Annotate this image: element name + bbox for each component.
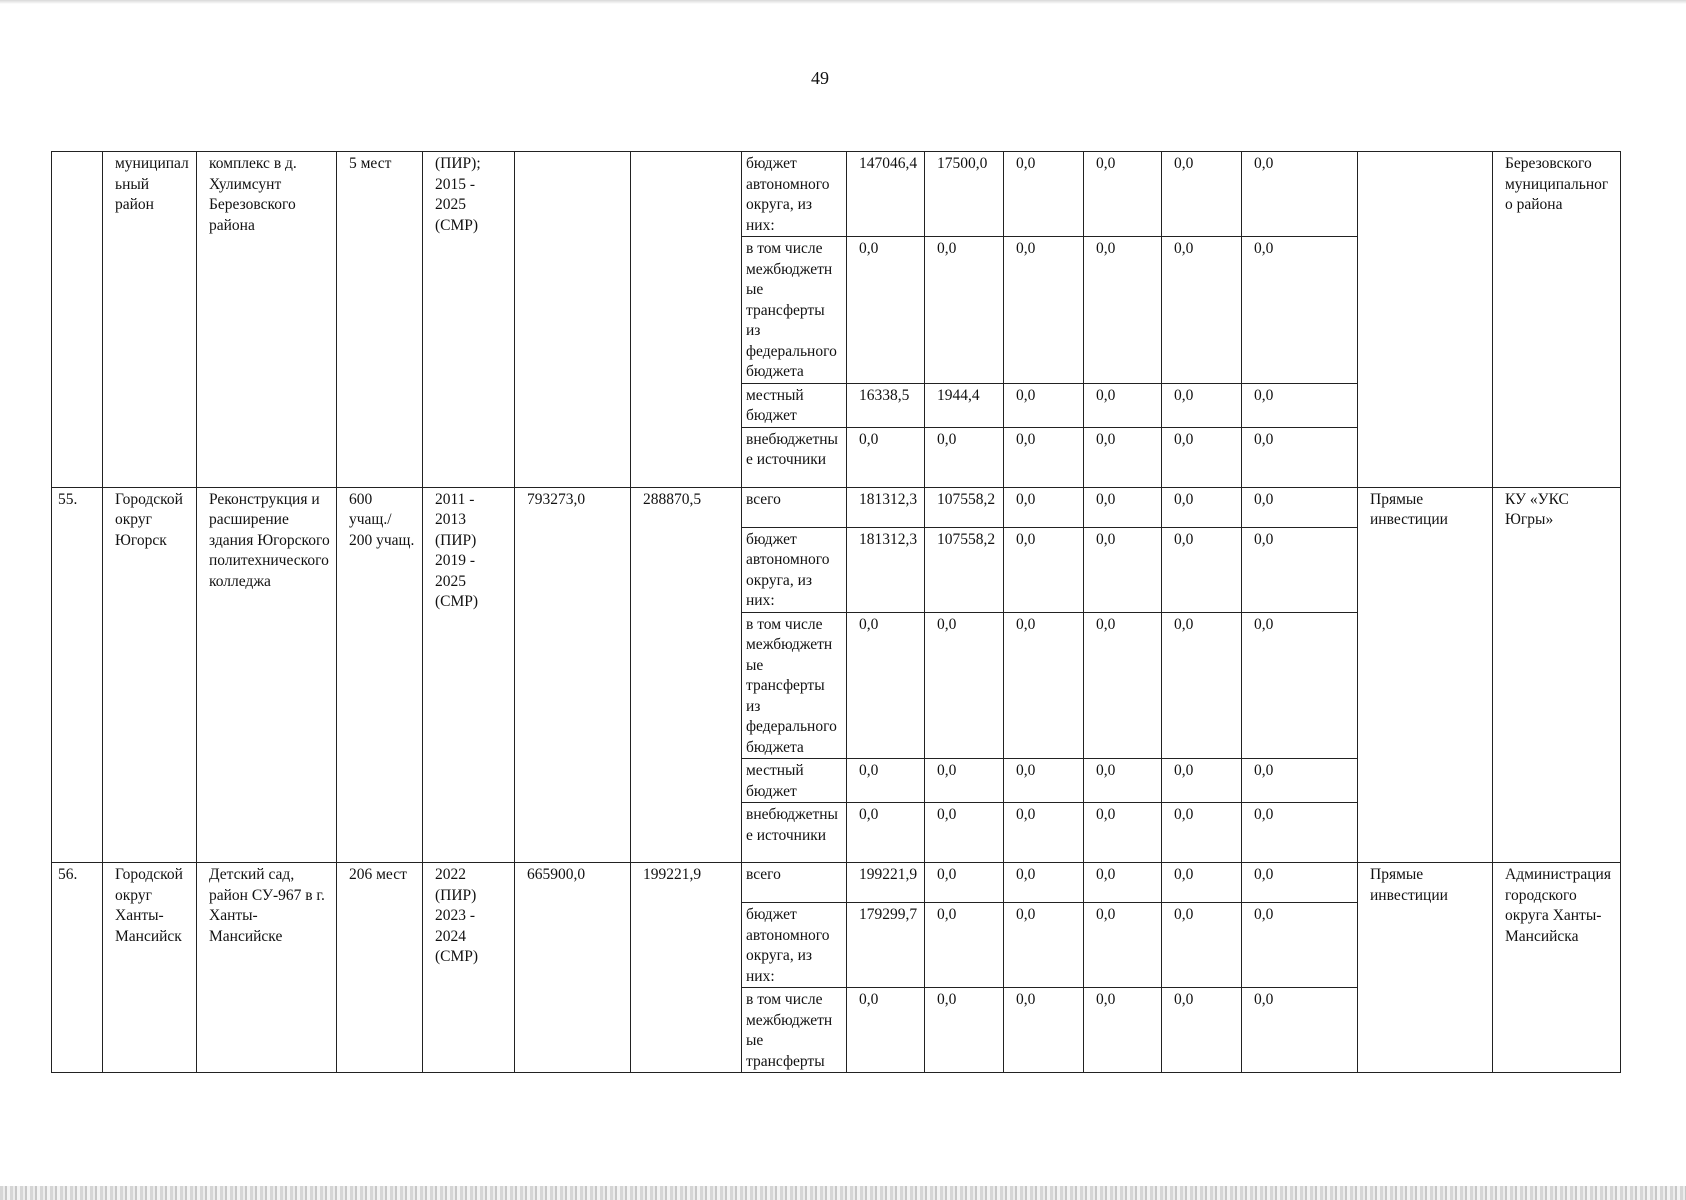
funding-value-cell: 0,0 (1162, 988, 1242, 1073)
funding-value-cell: 0,0 (925, 237, 1004, 384)
funding-value-cell: 0,0 (1004, 612, 1084, 759)
funding-value-cell: 0,0 (1084, 487, 1162, 527)
funding-value-cell: 17500,0 (925, 152, 1004, 237)
funding-value-cell: 0,0 (925, 803, 1004, 863)
funding-value-cell: 181312,3 (847, 527, 925, 612)
funding-value-cell: 0,0 (1162, 383, 1242, 427)
funding-value-cell: 147046,4 (847, 152, 925, 237)
scan-edge-bottom (0, 1186, 1686, 1200)
funding-value-cell: 0,0 (925, 759, 1004, 803)
remaining-cost-cell: 288870,5 (631, 487, 742, 863)
table-row (52, 152, 1621, 237)
funding-value-cell: 0,0 (847, 988, 925, 1073)
funding-value-cell: 0,0 (1162, 237, 1242, 384)
funding-value-cell: 0,0 (1242, 427, 1358, 487)
customer-cell: Администрация городского округа Ханты-Мансийска (1493, 863, 1621, 1073)
funding-value-cell: 0,0 (1084, 527, 1162, 612)
estimated-cost-cell (515, 152, 631, 488)
municipality-cell: Городской округ Югорск (103, 487, 197, 863)
funding-value-cell: 0,0 (1004, 427, 1084, 487)
funding-value-cell: 0,0 (1004, 527, 1084, 612)
investment-mechanism-cell (1358, 152, 1493, 488)
funding-value-cell: 0,0 (925, 903, 1004, 988)
funding-source-cell: в том числе межбюджетные трансферты из федерального бюджета (742, 612, 847, 759)
funding-value-cell: 0,0 (847, 759, 925, 803)
funding-source-cell: в том числе межбюджетные трансферты из федерального бюджета (742, 237, 847, 384)
funding-value-cell: 0,0 (1242, 527, 1358, 612)
funding-value-cell: 0,0 (1084, 863, 1162, 903)
investment-mechanism-cell: Прямые инвестиции (1358, 863, 1493, 1073)
funding-source-cell: всего (742, 487, 847, 527)
funding-value-cell: 0,0 (1084, 903, 1162, 988)
funding-value-cell: 0,0 (1004, 988, 1084, 1073)
customer-cell: Березовского муниципального района (1493, 152, 1621, 488)
funding-value-cell: 0,0 (1162, 427, 1242, 487)
page-number: 49 (811, 68, 829, 88)
funding-value-cell: 0,0 (1162, 487, 1242, 527)
capacity-cell: 600 учащ./ 200 учащ. (337, 487, 423, 863)
funding-value-cell: 0,0 (1004, 487, 1084, 527)
funding-value-cell: 0,0 (925, 863, 1004, 903)
funding-value-cell: 0,0 (1242, 612, 1358, 759)
funding-value-cell: 179299,7 (847, 903, 925, 988)
funding-value-cell: 0,0 (1084, 383, 1162, 427)
funding-value-cell: 0,0 (1242, 152, 1358, 237)
period-cell: 2011 - 2013 (ПИР) 2019 - 2025 (СМР) (423, 487, 515, 863)
funding-value-cell: 0,0 (1084, 759, 1162, 803)
funding-value-cell: 0,0 (1162, 803, 1242, 863)
investment-mechanism-cell: Прямые инвестиции (1358, 487, 1493, 863)
funding-value-cell: 0,0 (1084, 152, 1162, 237)
funding-value-cell: 0,0 (1004, 803, 1084, 863)
funding-source-cell: бюджет автономного округа, из них: (742, 527, 847, 612)
funding-value-cell: 0,0 (1162, 903, 1242, 988)
funding-value-cell: 0,0 (1084, 612, 1162, 759)
funding-value-cell: 0,0 (1004, 237, 1084, 384)
object-name-cell: Детский сад, район СУ-967 в г. Ханты-Мансийске (197, 863, 337, 1073)
row-index-cell (52, 152, 103, 488)
funding-value-cell: 0,0 (847, 612, 925, 759)
funding-source-cell: всего (742, 863, 847, 903)
funding-value-cell: 0,0 (1162, 863, 1242, 903)
funding-value-cell: 0,0 (1084, 803, 1162, 863)
funding-value-cell: 0,0 (1242, 903, 1358, 988)
funding-source-cell: внебюджетные источники (742, 427, 847, 487)
funding-value-cell: 0,0 (1242, 237, 1358, 384)
capacity-cell: 5 мест (337, 152, 423, 488)
funding-value-cell: 0,0 (925, 988, 1004, 1073)
funding-source-cell: внебюджетные источники (742, 803, 847, 863)
funding-value-cell: 16338,5 (847, 383, 925, 427)
estimated-cost-cell: 793273,0 (515, 487, 631, 863)
funding-value-cell: 0,0 (925, 612, 1004, 759)
funding-source-cell: бюджет автономного округа, из них: (742, 152, 847, 237)
funding-value-cell: 0,0 (847, 803, 925, 863)
funding-value-cell: 0,0 (1004, 759, 1084, 803)
investment-table (51, 151, 1621, 1073)
funding-value-cell: 107558,2 (925, 487, 1004, 527)
funding-value-cell: 0,0 (1242, 988, 1358, 1073)
remaining-cost-cell (631, 152, 742, 488)
capacity-cell: 206 мест (337, 863, 423, 1073)
object-name-cell: Реконструкция и расширение здания Югорского политехнического колледжа (197, 487, 337, 863)
period-cell: (ПИР); 2015 - 2025 (СМР) (423, 152, 515, 488)
estimated-cost-cell: 665900,0 (515, 863, 631, 1073)
funding-value-cell: 0,0 (847, 427, 925, 487)
scan-edge-top (0, 0, 1686, 4)
funding-value-cell: 0,0 (1242, 803, 1358, 863)
funding-value-cell: 0,0 (1162, 152, 1242, 237)
funding-value-cell: 0,0 (1004, 383, 1084, 427)
funding-value-cell: 181312,3 (847, 487, 925, 527)
municipality-cell: муниципальный район (103, 152, 197, 488)
funding-value-cell: 0,0 (925, 427, 1004, 487)
funding-value-cell: 0,0 (1162, 759, 1242, 803)
funding-value-cell: 0,0 (1084, 988, 1162, 1073)
funding-value-cell: 0,0 (1004, 863, 1084, 903)
funding-value-cell: 0,0 (847, 237, 925, 384)
municipality-cell: Городской округ Ханты-Мансийск (103, 863, 197, 1073)
table-row (52, 487, 1621, 527)
funding-value-cell: 107558,2 (925, 527, 1004, 612)
row-index-cell: 56. (52, 863, 103, 1073)
funding-source-cell: бюджет автономного округа, из них: (742, 903, 847, 988)
funding-value-cell: 0,0 (1004, 903, 1084, 988)
object-name-cell: комплекс в д. Хулимсунт Березовского района (197, 152, 337, 488)
customer-cell: КУ «УКС Югры» (1493, 487, 1621, 863)
funding-value-cell: 0,0 (1242, 487, 1358, 527)
funding-source-cell: местный бюджет (742, 383, 847, 427)
funding-value-cell: 0,0 (1004, 152, 1084, 237)
remaining-cost-cell: 199221,9 (631, 863, 742, 1073)
funding-value-cell: 0,0 (1242, 863, 1358, 903)
funding-value-cell: 0,0 (1242, 759, 1358, 803)
funding-value-cell: 0,0 (1162, 527, 1242, 612)
row-index-cell: 55. (52, 487, 103, 863)
funding-source-cell: в том числе межбюджетные трансферты (742, 988, 847, 1073)
funding-source-cell: местный бюджет (742, 759, 847, 803)
funding-value-cell: 0,0 (1242, 383, 1358, 427)
funding-value-cell: 1944,4 (925, 383, 1004, 427)
funding-value-cell: 199221,9 (847, 863, 925, 903)
funding-value-cell: 0,0 (1162, 612, 1242, 759)
funding-value-cell: 0,0 (1084, 427, 1162, 487)
period-cell: 2022 (ПИР) 2023 - 2024 (СМР) (423, 863, 515, 1073)
table-row (52, 863, 1621, 903)
funding-value-cell: 0,0 (1084, 237, 1162, 384)
